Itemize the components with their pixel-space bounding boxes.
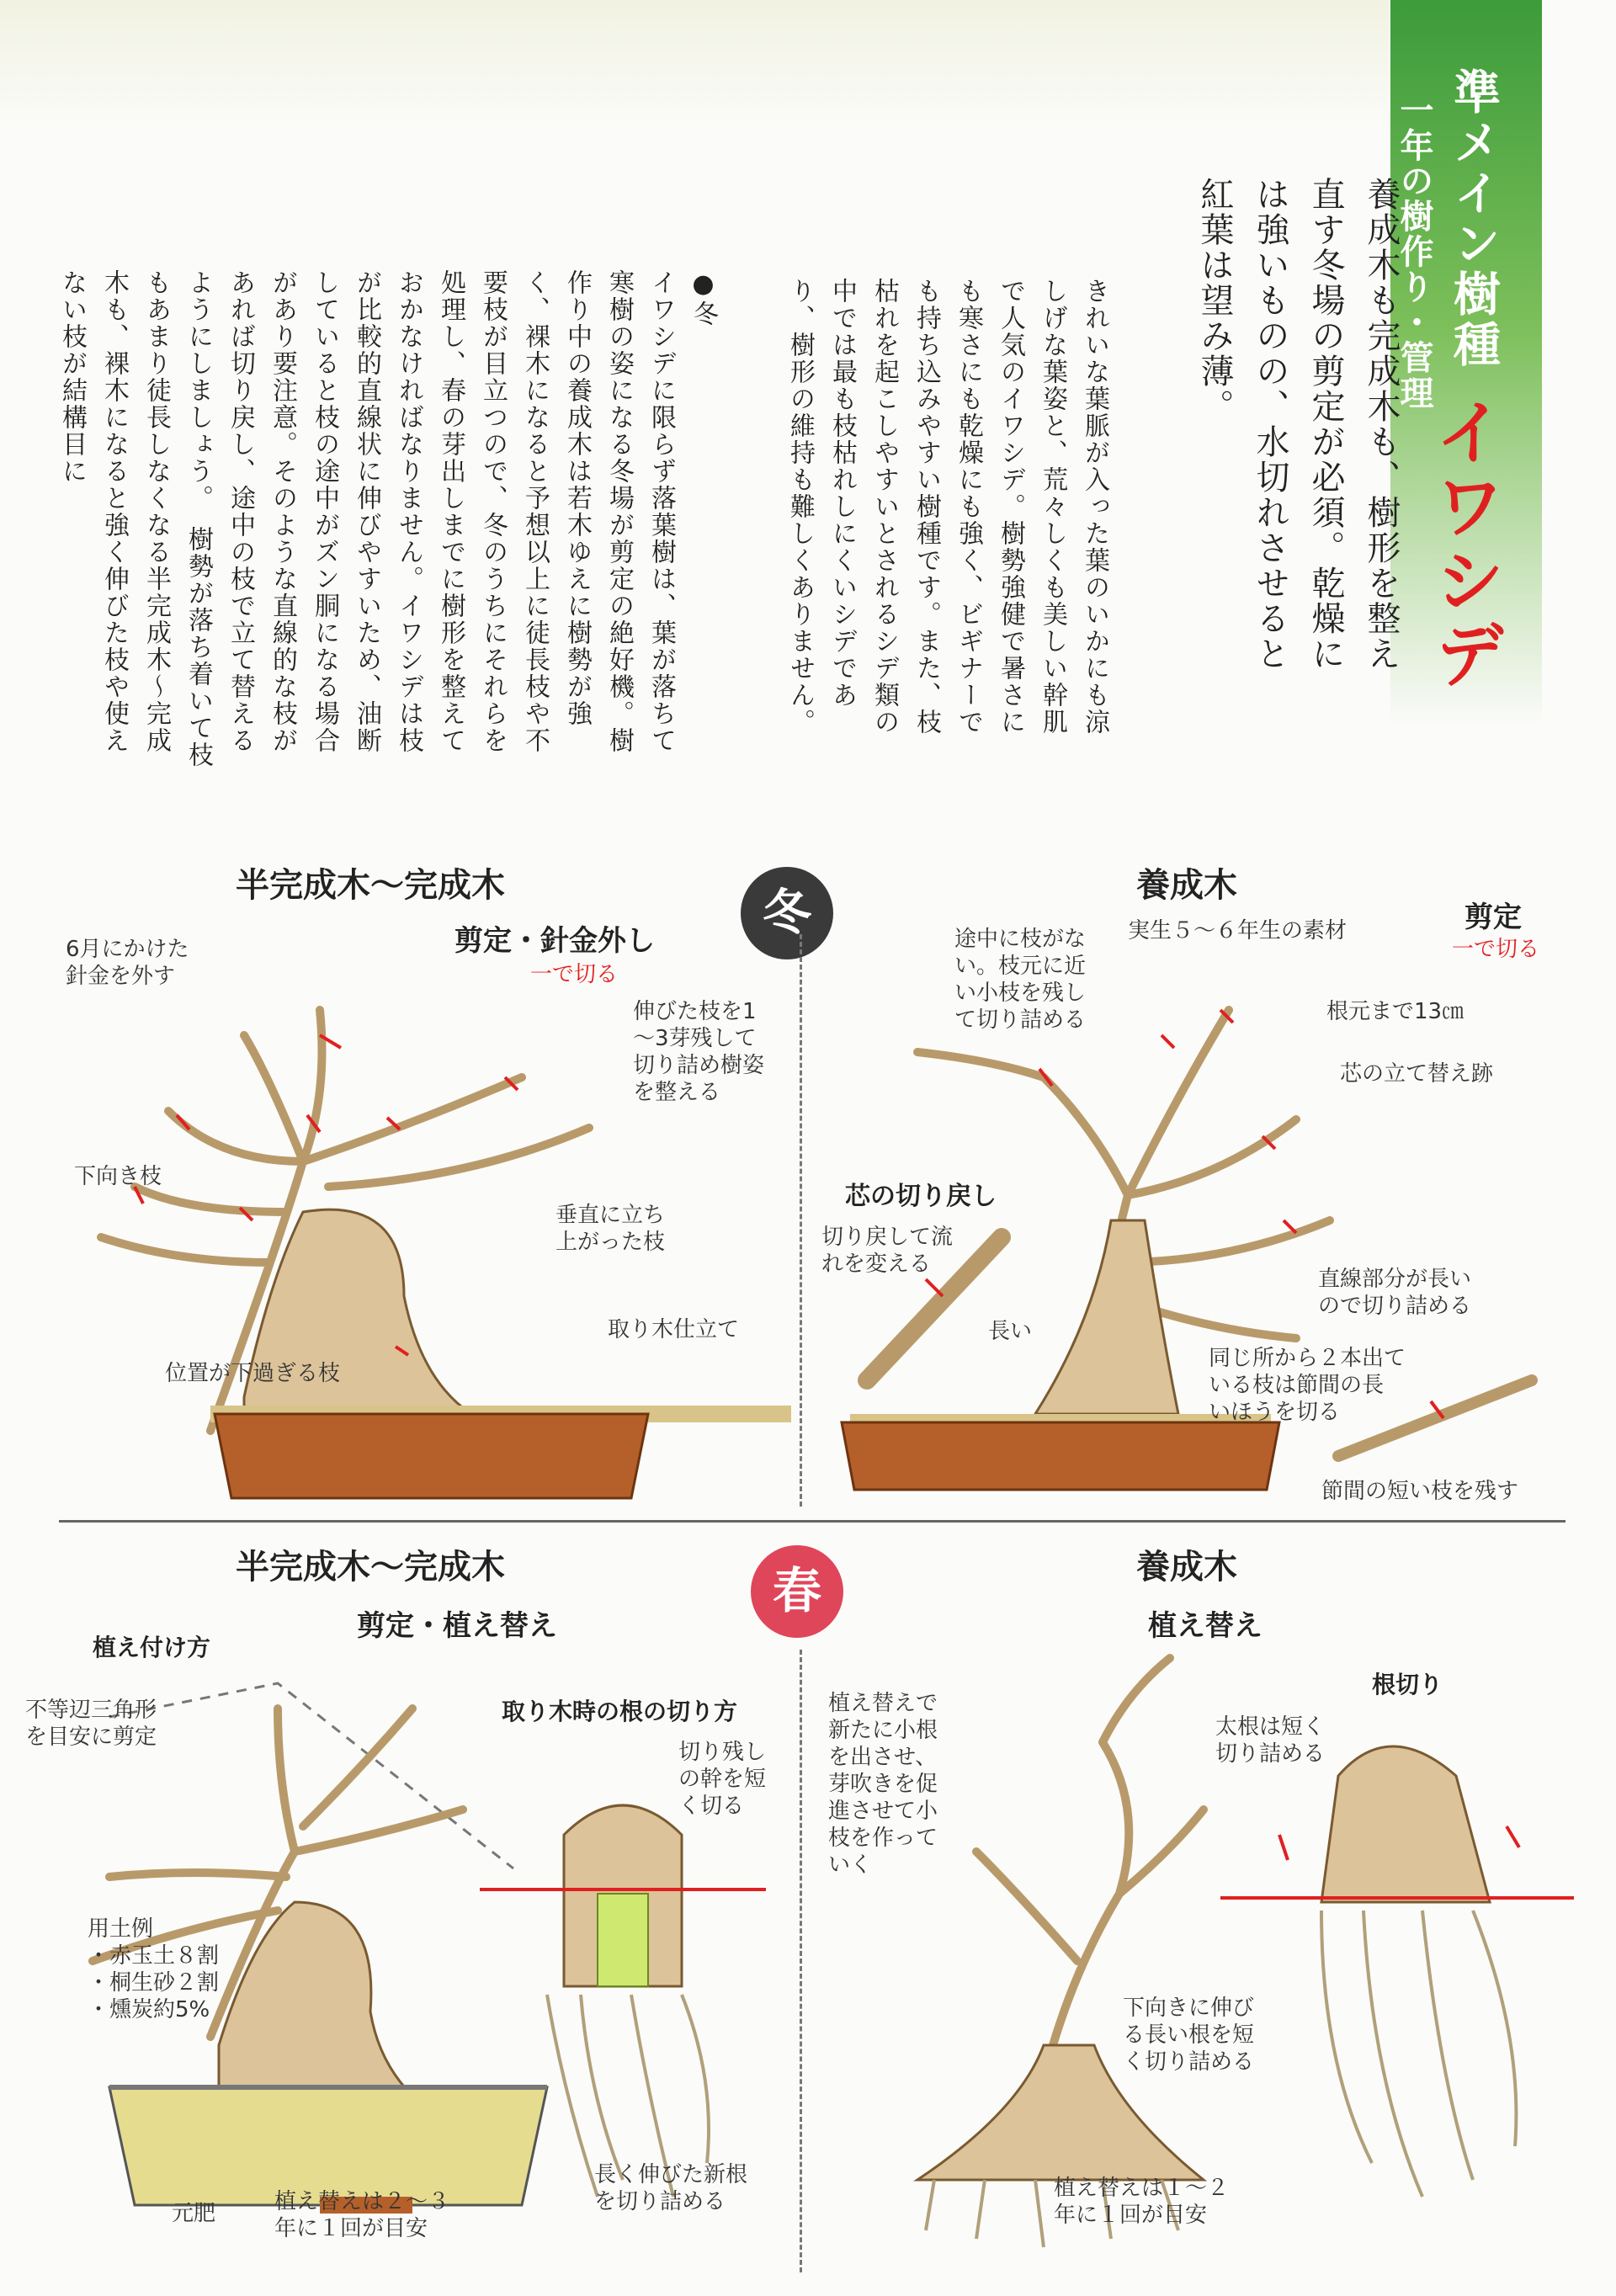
label-nobranch: 途中に枝がな い。枝元に近 い小枝を残し て切り詰める [954, 927, 1087, 1033]
spring-right-title: 養成木 [1136, 1548, 1237, 1586]
winter-left-legend: 一で切る [530, 962, 619, 987]
label-stump: 切り残し の幹を短 く切る [678, 1740, 767, 1819]
label-planting: 植え付け方 [93, 1634, 211, 1661]
label-triangle: 不等辺三角形 を目安に剪定 [25, 1698, 157, 1750]
winter-divider [800, 934, 802, 1507]
label-newroot: 長く伸びた新根 を切り詰める [594, 2162, 748, 2214]
winter-right-title: 養成木 [1136, 866, 1237, 905]
label-newroots: 植え替えで 新たに小根 を出させ、 芽吹きを促 進させて小 枝を作って いく [828, 1691, 938, 1878]
winter-right-material: 実生５～６年生の素材 [1128, 918, 1348, 943]
label-spring-left-interval: 植え替えは２～３ 年に１回が目安 [274, 2189, 450, 2241]
body-text-intro: きれいな葉脈が入った葉のいかにも涼しげな葉姿と、荒々しくも美しい幹肌で人気のイワシデ。樹勢強健で暑さにも寒さにも乾燥にも強く、ビギナーでも持ち込みやすい樹種です。また、枝枯れを起こしやすいとされるシデ類の中では最も枝枯れしにくいシデであり、樹形の維持も難しくありません。 [785, 278, 1109, 736]
spring-right-subtitle: 植え替え [1148, 1609, 1262, 1643]
label-toriki: 取り木仕立て [608, 1317, 740, 1342]
body-text-winter [50, 269, 724, 774]
label-extended: 伸びた枝を1 ～3芽残して 切り詰め樹姿 を整える [633, 999, 765, 1105]
spring-divider [800, 1650, 802, 2272]
label-soil: 用土例 ・赤玉土８割 ・桐生砂２割 ・燻炭約5% [88, 1916, 220, 2022]
page-title: 準メイン樹種 [1446, 67, 1501, 370]
label-downroot: 下向きに伸び る長い根を短 く切り詰める [1123, 1996, 1255, 2075]
label-twobranch: 同じ所から２本出て いる枝は節間の長 いほうを切る [1209, 1346, 1406, 1425]
spring-left-subtitle: 剪定・植え替え [357, 1609, 557, 1643]
label-long: 長い [988, 1319, 1033, 1344]
lead-text: 養成木も完成木も、樹形を整え直す冬場の剪定が必須。乾燥には強いものの、水切れさせると紅葉は望み薄。 [1195, 177, 1401, 672]
winter-heading: ●冬 [688, 269, 718, 327]
label-rootcut-title: 取り木時の根の切り方 [502, 1698, 738, 1725]
season-divider [59, 1520, 1566, 1523]
label-cutback: 切り戻して流 れを変える [821, 1225, 954, 1277]
winter-text: イワシデに限らず落葉樹は、葉が落ちて寒樹の姿になる冬場が剪定の絶好機。樹作り中の養成木は若木ゆえに樹勢が強く、裸木になると予想以上に徒長枝や不要枝が目立つので、冬のうちにそれらを処理し、春の芽出しまでに樹形を整えておかなければなりません。イワシデは枝が比較的直線状に伸びやすいため、油断していると枝の途中がズン胴になる場合があり要注意。そのような直線的な枝があれば切り戻し、途中の枝で立て替えるようにしましょう。 樹勢が落ち着いて枝もあまり徒長しなくなる半完成木～完成木も、裸木になると強く伸びた枝や使えない枝が結構目に [57, 269, 676, 768]
winter-right-legend: 一で切る [1452, 937, 1540, 962]
spring-left-title: 半完成木～完成木 [236, 1548, 505, 1586]
label-straight: 直線部分が長い ので切り詰める [1318, 1267, 1472, 1319]
header-band [0, 0, 1389, 126]
winter-left-subtitle: 剪定・針金外し [454, 924, 655, 958]
label-root13: 根元まで13㎝ [1326, 999, 1464, 1024]
winter-badge: 冬 [741, 867, 833, 959]
label-low: 位置が下過ぎる枝 [165, 1361, 341, 1386]
label-vertical: 垂直に立ち 上がった枝 [556, 1203, 666, 1255]
winter-left-title: 半完成木～完成木 [236, 866, 505, 905]
winter-right-subtitle: 剪定 [1464, 901, 1522, 934]
label-spring-rootcut-title: 根切り [1372, 1671, 1443, 1698]
label-short: 節間の短い枝を残す [1321, 1479, 1519, 1504]
page-subtitle: 一年の樹作り・管理 [1395, 93, 1433, 411]
label-wire: 6月にかけた 針金を外す [66, 937, 189, 989]
species-name: イワシデ [1423, 396, 1506, 692]
spring-badge: 春 [751, 1545, 843, 1638]
label-cutback-title: 芯の切り戻し [845, 1182, 997, 1211]
label-spring-right-interval: 植え替えは１～２ 年に１回が目安 [1054, 2176, 1230, 2228]
label-leader: 芯の立て替え跡 [1340, 1061, 1494, 1087]
label-fert: 元肥 [172, 2201, 216, 2226]
label-down: 下向き枝 [74, 1164, 162, 1189]
label-thick: 太根は短く 切り詰める [1215, 1714, 1326, 1767]
